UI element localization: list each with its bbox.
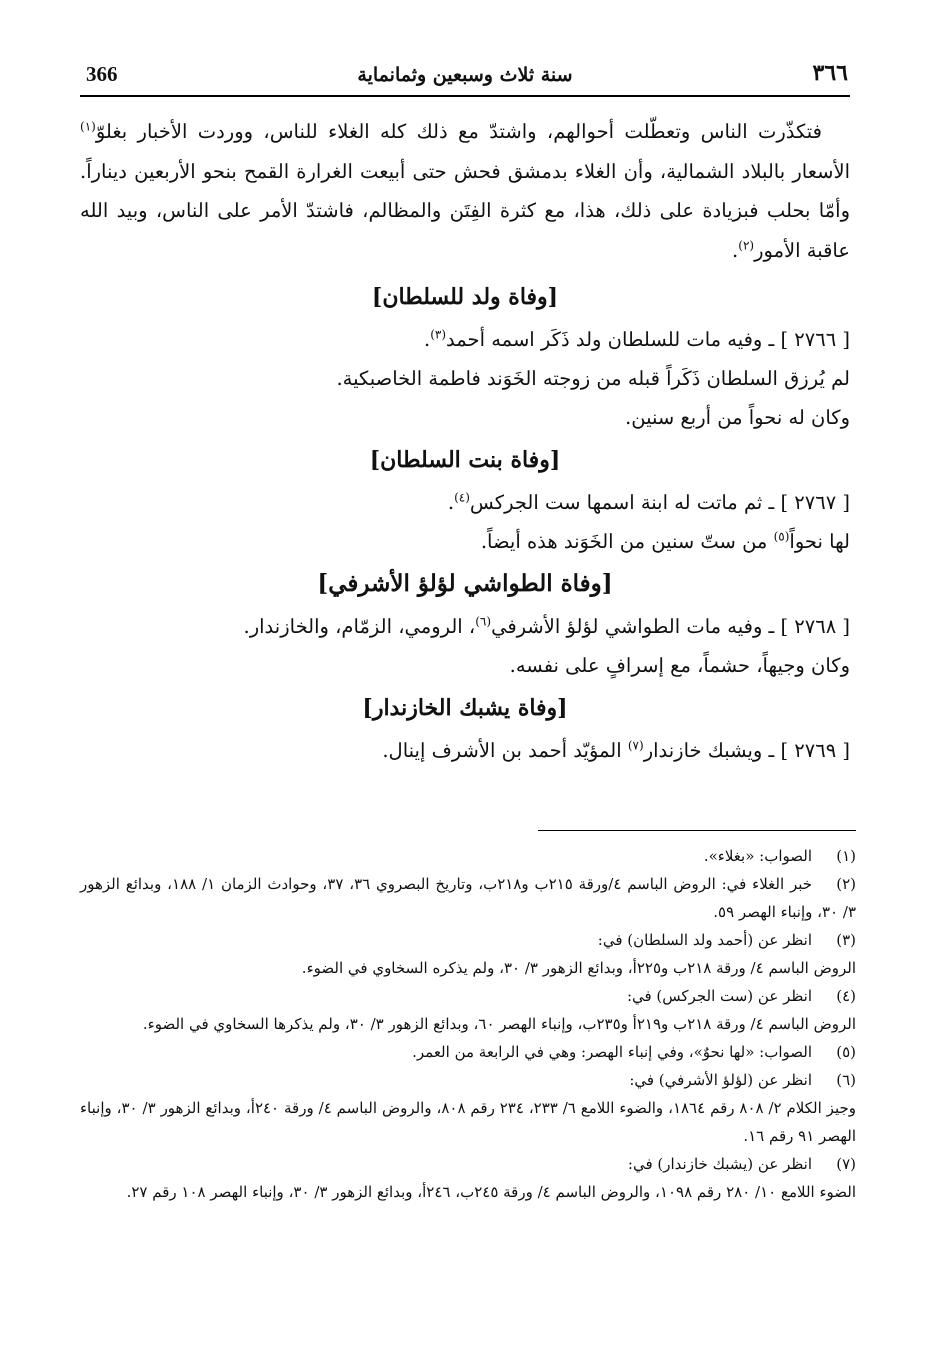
footnote-number: (٦) (836, 1071, 856, 1089)
footnote-number: (١) (836, 847, 856, 865)
entry-2769 (80, 731, 850, 770)
entry-2768 (80, 607, 850, 646)
footnote-3-cont: الروض الباسم ٤/ ورقة ٢١٨ب و٢٢٥أ، وبدائع الزهور ٣/ ٣٠، ولم يذكره السخاوي في الضوء. (301, 959, 856, 977)
running-header (80, 58, 850, 98)
footnote-6 (80, 1066, 856, 1094)
running-title: سنة ثلاث وسبعين وثمانماية (357, 64, 573, 86)
entry-text: ـ وفيه مات للسلطان ولد ذَكَر اسمه أحمد (446, 328, 781, 351)
entry-line: وكان وجيهاً، حشماً، مع إسرافٍ على نفسه. (509, 654, 850, 677)
footnote-text: الصواب: «لها نحوٌ»، وفي إنباء الهصر: وهي في الرابعة من العمر. (412, 1043, 812, 1061)
intro-text-a: فتكذّرت الناس وتعطّلت أحوالهم، واشتدّ مع ذلك كله الغلاء للناس، ووردت الأخبار بغلوّ (95, 120, 822, 143)
footnote-text: انظر عن (أحمد ولد السلطان) في: (597, 931, 812, 949)
footnote-number: (٥) (836, 1043, 856, 1061)
footnote-6-cont: وجيز الكلام ٢/ ٨٠٨ رقم ١٨٦٤، والضوء اللامع ٦/ ٢٣٣، ٢٣٤ رقم ٨٠٨، والروض الباسم ٤/ ورقة ٢٤٠أ، وبدائع الزهور ٣/ ٣٠، وإنباء الهصر ٩١ رقم ١٦. (80, 1099, 856, 1145)
footnote-text: انظر عن (ست الجركس) في: (626, 987, 812, 1005)
entry-end: المؤيّد أحمد بن الأشرف إينال. (382, 739, 628, 762)
entry-number: [ ٢٧٦٨ ] (780, 615, 850, 638)
footnote-7-cont: الضوء اللامع ١٠/ ٢٨٠ رقم ١٠٩٨، والروض الباسم ٤/ ورقة ٢٤٥ب، ٢٤٦أ، وبدائع الزهور ٣/ ٣٠، وإنباء الهصر ١٠٨ رقم ٢٧. (126, 1183, 856, 1201)
footnote-text: خبر الغلاء في: الروض الباسم ٤/ورقة ٢١٥ب و٢١٨ب، وتاريخ البصروي ٣٦، ٣٧، وحوادث الزمان ١/ ١٨٨، وبدائع الزهور ٣/ ٣٠، وإنباء الهصر ٥٩. (80, 875, 856, 921)
footnote-ref-4: (٤) (454, 490, 470, 505)
section-heading-1: [وفاة ولد للسلطان] (371, 284, 559, 310)
footnote-separator (538, 830, 856, 831)
entry-text: ـ ثم ماتت له ابنة اسمها ست الجركس (469, 491, 781, 514)
section-heading-4: [وفاة يشبك الخازندار] (362, 695, 568, 721)
footnote-number: (٤) (836, 987, 856, 1005)
footnote-ref-3: (٣) (430, 327, 447, 342)
entry-2767 (80, 483, 850, 522)
intro-text-b: الأسعار بالبلاد الشمالية، وأن الغلاء بدمشق فحش حتى أبيعت الغرارة القمح بنحو الأربعين ديناراً. وأمّا بحلب فبزيادة على ذلك، هذا، مع كثرة الفِتَن والمظالم، فاشتدّ الأمر على الناس، وبيد الله عاقبة الأمور (80, 159, 850, 262)
section-heading-2: [وفاة بنت السلطان] (369, 447, 561, 473)
footnote-ref-2: (٢) (738, 238, 755, 252)
entry-number: [ ٢٧٦٧ ] (780, 491, 850, 514)
footnote-text: انظر عن (لؤلؤ الأشرفي) في: (629, 1071, 812, 1089)
intro-paragraph (80, 112, 850, 270)
intro-text-c: . (732, 238, 739, 262)
footnote-ref-6: (٦) (475, 614, 492, 629)
footnote-5 (80, 1038, 856, 1066)
section-heading-3: [وفاة الطواشي لؤلؤ الأشرفي] (317, 570, 613, 597)
footnote-ref-7: (٧) (627, 738, 644, 753)
footnote-text: الصواب: «بغلاء». (703, 847, 812, 865)
header-rule (80, 95, 850, 97)
entry-end: ، الرومي، الزمّام، والخازندار. (243, 615, 476, 638)
entry-text: ـ وفيه مات الطواشي لؤلؤ الأشرفي (491, 615, 781, 638)
entry-end: . (424, 328, 431, 351)
entry-end: . (447, 491, 455, 514)
line-text-a: لها نحواً (789, 530, 850, 553)
footnote-2 (80, 870, 856, 926)
entry-line: وكان له نحواً من أربع سنين. (625, 406, 850, 429)
footnote-ref-5: (٥) (773, 529, 790, 544)
entry-number: [ ٢٧٦٩ ] (780, 739, 850, 762)
footnote-text: انظر عن (يشبك خازندار) في: (627, 1155, 812, 1173)
entry-text: ـ ويشبك خازندار (643, 739, 781, 762)
page-number-arabic: ٣٦٦ (812, 60, 848, 86)
entry-2766 (80, 320, 850, 359)
entry-line (80, 522, 850, 561)
footnote-4 (80, 982, 856, 1010)
footnotes (80, 842, 856, 1206)
footnote-ref-1: (١) (80, 119, 96, 134)
footnote-7 (80, 1150, 856, 1178)
main-text (80, 112, 850, 770)
entry-line: لم يُرزق السلطان ذَكَراً قبله من زوجته الخَوَند فاطمة الخاصبكية. (336, 367, 850, 390)
footnote-number: (٢) (836, 875, 857, 893)
footnote-number: (٣) (836, 931, 856, 949)
footnote-3 (80, 926, 856, 954)
footnote-number: (٧) (836, 1155, 856, 1173)
line-text-b: من ستّ سنين من الخَوَند هذه أيضاً. (480, 530, 774, 553)
entry-number: [ ٢٧٦٦ ] (780, 328, 850, 351)
footnote-4-cont: الروض الباسم ٤/ ورقة ٢١٨ب و٢١٩أ و٢٣٥ب، وإنباء الهصر ٦٠، وبدائع الزهور ٣/ ٣٠، ولم يذكرها السخاوي في الضوء. (142, 1015, 856, 1033)
page-number-latin: 366 (86, 62, 118, 86)
footnote-1 (80, 842, 856, 870)
